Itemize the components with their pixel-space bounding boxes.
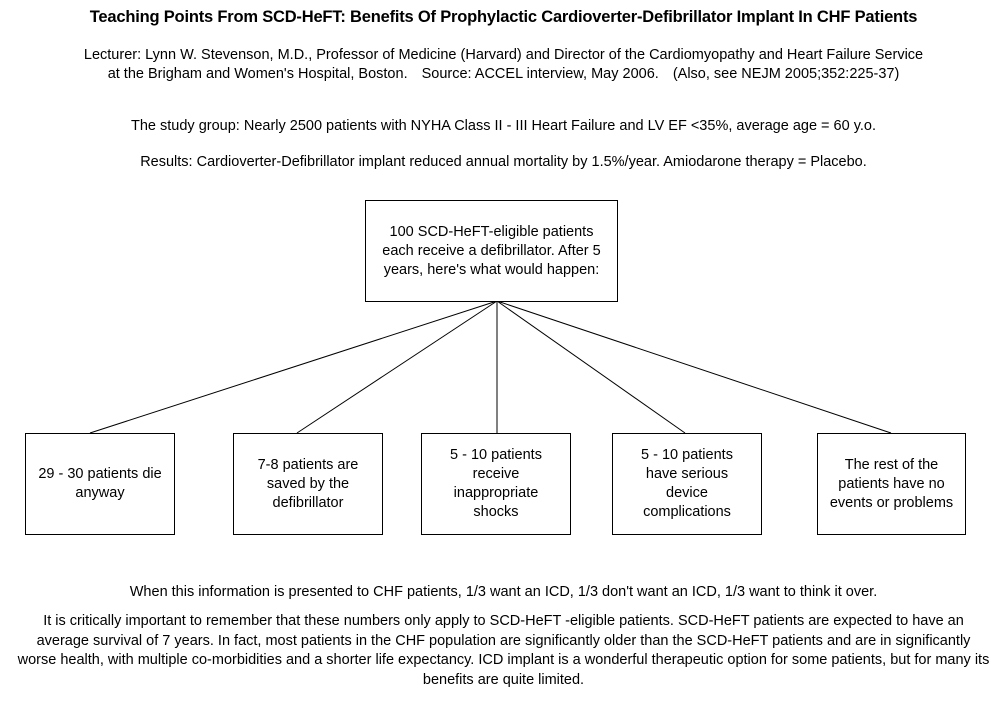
connector-line-1 xyxy=(90,301,497,433)
nejm-reference: (Also, see NEJM 2005;352:225-37) xyxy=(672,66,900,82)
results-text: Results: Cardioverter-Defibrillator implant reduced annual mortality by 1.5%/year. Amiodarone therapy = Placebo. xyxy=(140,154,867,170)
outcome-box-die xyxy=(25,433,175,535)
patient-preference-text: When this information is presented to CHF patients, 1/3 want an ICD, 1/3 don't want an ICD, 1/3 want to think it over. xyxy=(129,584,878,600)
study-group-text: The study group: Nearly 2500 patients with NYHA Class II - III Heart Failure and LV EF <35%, average age = 60 y.o. xyxy=(131,118,876,134)
outcome-box-shocks xyxy=(421,433,571,535)
outcome-box-complications xyxy=(612,433,762,535)
page-title: Teaching Points From SCD-HeFT: Benefits Of Prophylactic Cardioverter-Defibrillator Implant In CHF Patients xyxy=(89,8,918,26)
root-box-text: 100 SCD-HeFT-eligible patients each receive a defibrillator. After 5 years, here's what would happen: xyxy=(382,223,601,278)
outcome-text-saved: 7-8 patients are saved by the defibrillator xyxy=(257,456,359,511)
connector-line-5 xyxy=(497,301,891,433)
outcome-box-no-events xyxy=(817,433,966,535)
outcome-box-saved xyxy=(233,433,383,535)
outcome-text-die: 29 - 30 patients die anyway xyxy=(38,466,162,501)
lecturer-affiliation: at the Brigham and Women's Hospital, Boston. xyxy=(107,66,408,82)
outcome-text-shocks: 5 - 10 patients receive inappropriate shocks xyxy=(450,447,542,520)
lecturer-line-1: Lecturer: Lynn W. Stevenson, M.D., Professor of Medicine (Harvard) and Director of the Cardiomyopathy and Heart Failure Service xyxy=(83,47,924,63)
source-citation: Source: ACCEL interview, May 2006. xyxy=(421,66,659,82)
outcome-text-complications: 5 - 10 patients have serious device complications xyxy=(641,447,733,520)
outcome-text-no-events: The rest of the patients have no events or problems xyxy=(829,456,954,511)
important-note: It is critically important to remember that these numbers only apply to SCD-HeFT -eligible patients. SCD-HeFT patients are expected to have an average survival of 7 years. In fact, most patients in the CHF population are significantly older than the SCD-HeFT patients and are in significantly worse health, with multiple co-morbidities and a shorter life expectancy. ICD implant is a wonderful therapeutic option for some patients, but for many its benefits are quite limited. xyxy=(17,613,990,688)
connector-line-2 xyxy=(297,301,497,433)
connector-line-4 xyxy=(497,301,685,433)
root-box xyxy=(365,200,618,302)
